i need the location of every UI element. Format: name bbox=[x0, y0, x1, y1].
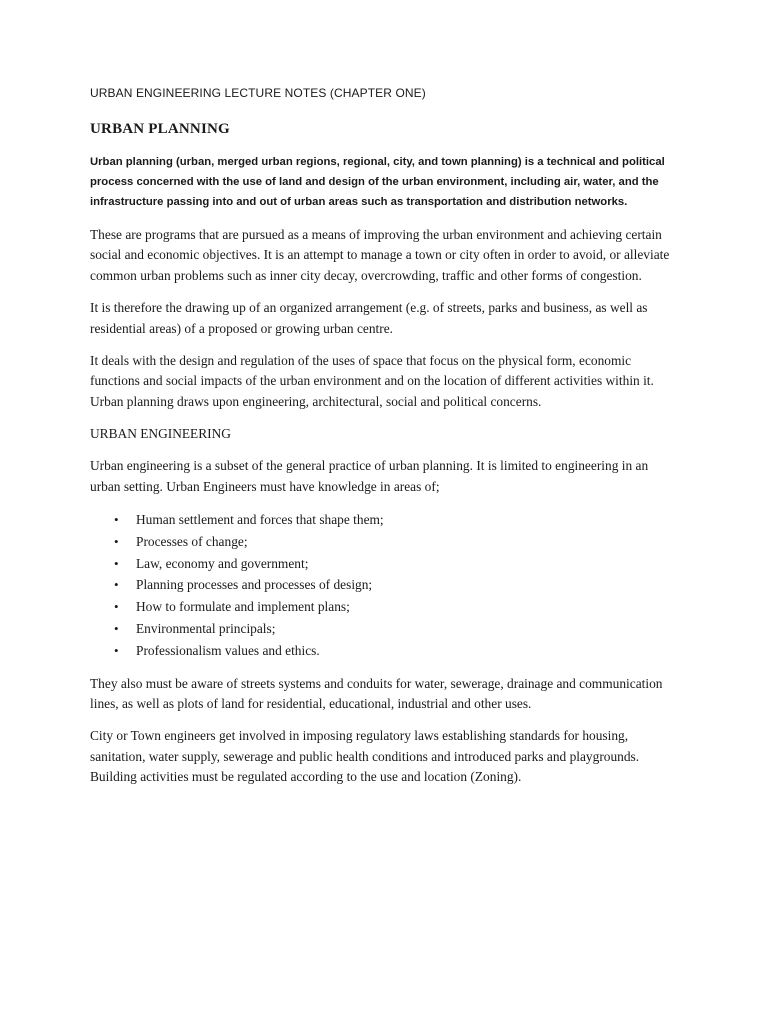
bullet-icon: • bbox=[114, 599, 119, 615]
list-item-text: Law, economy and government; bbox=[136, 555, 309, 571]
paragraph-2: It is therefore the drawing up of an organized arrangement (e.g. of streets, parks and business, as well as residential areas) of a proposed or growing urban centre. bbox=[90, 300, 648, 336]
list-item bbox=[90, 618, 680, 640]
list-item-text: Human settlement and forces that shape them; bbox=[136, 512, 384, 528]
list-item-text: Planning processes and processes of design; bbox=[136, 577, 373, 593]
bullet-icon: • bbox=[114, 621, 119, 637]
document-page bbox=[90, 86, 680, 800]
subsection-title: URBAN ENGINEERING bbox=[90, 426, 231, 442]
intro-paragraph: Urban planning (urban, merged urban regions, regional, city, and town planning) is a technical and political process concerned with the use of land and design of the urban environment, including air, water, and the infrastructure passing into and out of urban areas such as transportation and distribution networks. bbox=[90, 156, 665, 208]
bullet-icon: • bbox=[114, 642, 119, 658]
bullet-icon: • bbox=[114, 512, 119, 528]
list-item bbox=[90, 574, 680, 596]
closing-paragraph-2: City or Town engineers get involved in imposing regulatory laws establishing standards for housing, sanitation, water supply, sewerage and public health conditions and introduced parks and playgrounds. Building activities must be regulated according to the use and location (Zoning). bbox=[90, 728, 640, 785]
list-item bbox=[90, 531, 680, 553]
knowledge-areas-list bbox=[90, 509, 680, 662]
list-item-text: Environmental principals; bbox=[136, 621, 276, 637]
list-item bbox=[90, 596, 680, 618]
list-item bbox=[90, 640, 680, 662]
bullet-icon: • bbox=[114, 533, 119, 549]
paragraph-1: These are programs that are pursued as a means of improving the urban environment and achieving certain social and economic objectives. It is an attempt to manage a town or city often in order to avoid, or alleviate common urban problems such as inner city decay, overcrowding, traffic and other forms of congestion. bbox=[90, 227, 670, 283]
bullet-icon: • bbox=[114, 555, 119, 571]
list-item-text: Processes of change; bbox=[136, 533, 248, 549]
document-header: URBAN ENGINEERING LECTURE NOTES (CHAPTER ONE) bbox=[90, 86, 426, 100]
paragraph-3: It deals with the design and regulation of the uses of space that focus on the physical form, economic functions and social impacts of the urban environment and on the location of different activities within it. Urban planning draws upon engineering, architectural, social and political concerns. bbox=[90, 353, 654, 409]
bullet-icon: • bbox=[114, 577, 119, 593]
section-title: URBAN PLANNING bbox=[90, 121, 230, 137]
list-item bbox=[90, 509, 680, 531]
list-item-text: Professionalism values and ethics. bbox=[136, 642, 320, 658]
list-item-text: How to formulate and implement plans; bbox=[136, 599, 350, 615]
closing-paragraph-1: They also must be aware of streets systems and conduits for water, sewerage, drainage and communication lines, as well as plots of land for residential, educational, industrial and other uses. bbox=[90, 675, 663, 712]
engineering-intro-paragraph: Urban engineering is a subset of the general practice of urban planning. It is limited to engineering in an urban setting. Urban Engineers must have knowledge in areas of; bbox=[90, 458, 649, 494]
list-item bbox=[90, 553, 680, 575]
